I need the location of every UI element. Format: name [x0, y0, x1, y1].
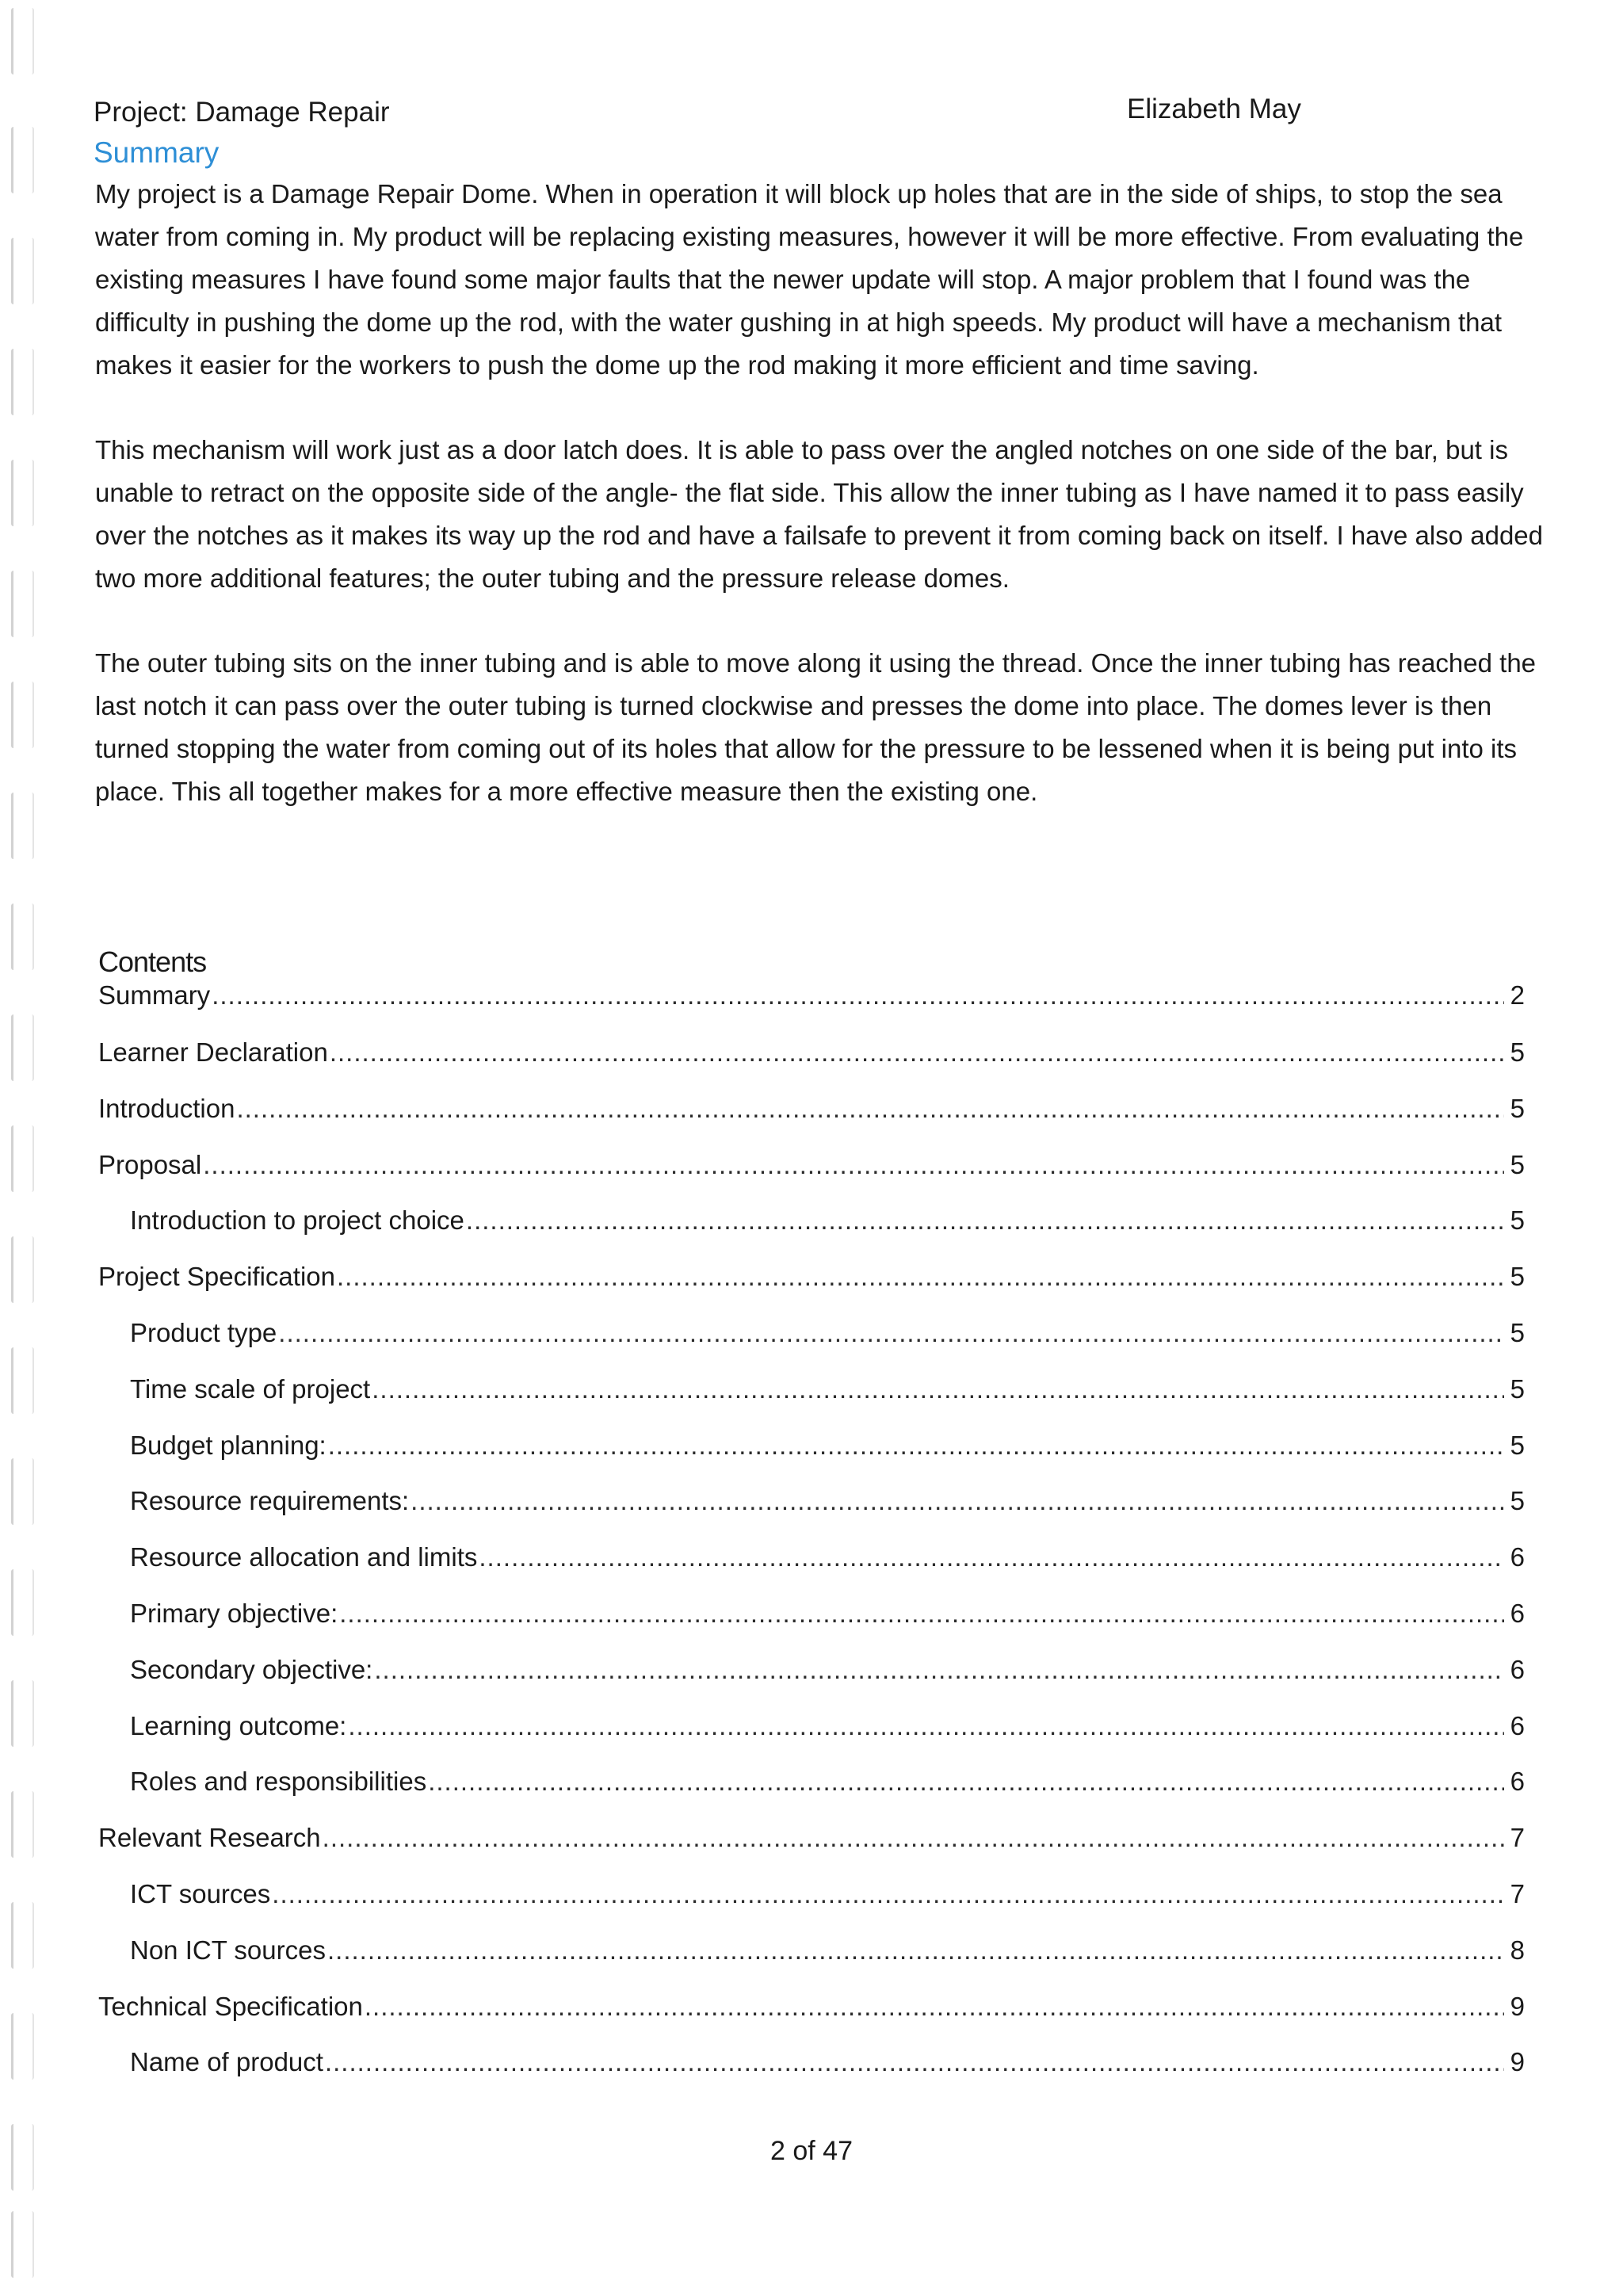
toc-leader-dots	[327, 1935, 1504, 1966]
toc-entry-page: 7	[1510, 1823, 1525, 1853]
binding-hole	[11, 460, 34, 526]
binding-hole	[11, 1236, 34, 1303]
toc-leader-dots	[479, 1542, 1504, 1572]
summary-paragraph: The outer tubing sits on the inner tubing and is able to move along it using the thread. Once the inner tubing has reached the last notch it can pass over the outer tubing is turned clockwise and presses the dome into place. The domes lever is then turned stopping the water from coming out of its holes that allow for the pressure to be lessened when it is being put into its place. This all together makes for a more effective measure then the existing one.	[95, 648, 1537, 806]
binding-hole	[11, 1125, 34, 1192]
summary-heading: Summary	[94, 136, 220, 169]
binding-hole	[11, 1902, 34, 1969]
toc-entry-label: Proposal	[98, 1149, 202, 1179]
toc-entry-page: 5	[1510, 1093, 1525, 1123]
toc-entry-page: 2	[1510, 980, 1525, 1010]
binding-hole	[11, 1680, 34, 1747]
binding-hole	[11, 238, 34, 304]
toc-entry-label: Roles and responsibilities	[130, 1767, 427, 1797]
toc-entry-label: Primary objective:	[130, 1598, 338, 1628]
toc-leader-dots	[236, 1094, 1504, 1124]
binding-hole	[11, 793, 34, 859]
binding-hole	[11, 2211, 34, 2278]
toc-entry-label: Name of product	[130, 2047, 323, 2077]
toc-entry-page: 5	[1510, 1486, 1525, 1516]
toc-entry-label: Relevant Research	[98, 1823, 321, 1853]
toc-leader-dots	[411, 1486, 1504, 1516]
toc-entry-page: 6	[1510, 1710, 1525, 1740]
toc-entry[interactable]	[98, 1486, 1525, 1542]
toc-entry-page: 5	[1510, 1373, 1525, 1404]
toc-leader-dots	[428, 1767, 1504, 1797]
toc-entry[interactable]	[98, 980, 1525, 1037]
toc-leader-dots	[374, 1655, 1504, 1685]
toc-entry-label: Learner Declaration	[98, 1037, 328, 1067]
toc-entry-label: ICT sources	[130, 1878, 271, 1908]
toc-entry-page: 5	[1510, 1317, 1525, 1347]
toc-entry-label: Budget planning:	[130, 1430, 327, 1460]
toc-entry[interactable]	[98, 1879, 1525, 1935]
toc-entry-label: Resource allocation and limits	[130, 1542, 478, 1572]
binding-hole	[11, 682, 34, 748]
binding-hole	[11, 1569, 34, 1636]
binding-hole	[11, 2013, 34, 2080]
summary-paragraph: My project is a Damage Repair Dome. When in operation it will block up holes that are in the side of ships, to stop the sea water from coming in. My product will be replacing existing measures, however it will be more effective. From evaluating the existing measures I have found some major faults that the newer update will stop. A major problem that I found was the difficulty in pushing the dome up the rod, with the water gushing in at high speeds. My product will have a mechanism that makes it easier for the workers to push the dome up the rod making it more efficient and time saving.	[95, 179, 1524, 380]
binding-hole	[11, 1347, 34, 1414]
toc-leader-dots	[328, 1431, 1504, 1461]
toc-leader-dots	[323, 1823, 1504, 1853]
toc-entry[interactable]	[98, 1150, 1525, 1206]
toc-leader-dots	[348, 1711, 1504, 1741]
toc-entry[interactable]	[98, 1205, 1525, 1262]
toc-entry[interactable]	[98, 2047, 1525, 2103]
binding-hole	[11, 8, 34, 74]
toc-entry-label: Introduction	[98, 1093, 235, 1123]
binding-hole	[11, 1014, 34, 1081]
toc-entry[interactable]	[98, 1094, 1525, 1150]
toc-entry-page: 5	[1510, 1430, 1525, 1460]
header-author: Elizabeth May	[1127, 94, 1301, 124]
binding-hole	[11, 349, 34, 415]
toc-entry-page: 6	[1510, 1767, 1525, 1797]
toc-leader-dots	[203, 1150, 1504, 1180]
binding-hole	[11, 904, 34, 970]
summary-paragraph: This mechanism will work just as a door latch does. It is able to pass over the angled notches on one side of the bar, but is unable to retract on the opposite side of the angle- the flat side. This allow the inner tubing as I have named it to pass easily over the notches as it makes its way up the rod and have a failsafe to prevent it from coming back on itself. I have also added two more additional features; the outer tubing and the pressure release domes.	[95, 435, 1544, 593]
toc-entry-page: 7	[1510, 1878, 1525, 1908]
toc-leader-dots	[372, 1374, 1504, 1404]
toc-leader-dots	[212, 980, 1504, 1010]
toc-entry-page: 5	[1510, 1037, 1525, 1067]
toc-entry-page: 8	[1510, 1935, 1525, 1965]
page-indicator: 2 of 47	[770, 2136, 853, 2166]
toc-entry-label: Secondary objective:	[130, 1654, 373, 1684]
toc-leader-dots	[337, 1262, 1504, 1292]
toc-entry[interactable]	[98, 1823, 1525, 1879]
binding-holes	[0, 0, 48, 2296]
toc-entry[interactable]	[98, 1935, 1525, 1992]
toc-entry-label: Time scale of project	[130, 1373, 371, 1404]
binding-hole	[11, 1458, 34, 1525]
toc-entry-page: 5	[1510, 1205, 1525, 1236]
toc-entry-page: 6	[1510, 1598, 1525, 1628]
toc-entry-label: Project Specification	[98, 1262, 335, 1292]
toc-entry[interactable]	[98, 1318, 1525, 1374]
toc-leader-dots	[339, 1599, 1504, 1629]
binding-hole	[11, 571, 34, 637]
contents-heading: Contents	[98, 946, 207, 978]
binding-hole	[11, 1791, 34, 1858]
toc-entry-page: 5	[1510, 1149, 1525, 1179]
toc-leader-dots	[365, 1992, 1504, 2022]
toc-entry[interactable]	[98, 1655, 1525, 1711]
summary-body	[95, 173, 1545, 855]
toc-entry-label: Introduction to project choice	[130, 1205, 464, 1236]
toc-entry-page: 9	[1510, 1991, 1525, 2021]
toc-leader-dots	[278, 1318, 1504, 1348]
toc-entry[interactable]	[98, 1262, 1525, 1318]
toc-entry-label: Resource requirements:	[130, 1486, 410, 1516]
toc-entry-page: 5	[1510, 1262, 1525, 1292]
toc-entry[interactable]	[98, 1992, 1525, 2048]
toc-entry-label: Technical Specification	[98, 1991, 363, 2021]
toc-entry-page: 9	[1510, 2047, 1525, 2077]
toc-entry-page: 6	[1510, 1654, 1525, 1684]
toc-entry[interactable]	[98, 1037, 1525, 1094]
toc-entry-label: Product type	[130, 1317, 277, 1347]
toc-entry-label: Learning outcome:	[130, 1710, 347, 1740]
toc-entry[interactable]	[98, 1711, 1525, 1767]
binding-hole	[11, 127, 34, 193]
toc-entry[interactable]	[98, 1431, 1525, 1487]
toc-leader-dots	[272, 1879, 1504, 1909]
toc-entry-page: 6	[1510, 1542, 1525, 1572]
toc-leader-dots	[466, 1205, 1504, 1236]
toc-entry[interactable]	[98, 1599, 1525, 1655]
toc-entry[interactable]	[98, 1767, 1525, 1823]
toc-leader-dots	[325, 2047, 1504, 2077]
toc-entry[interactable]	[98, 1374, 1525, 1431]
toc-entry-label: Non ICT sources	[130, 1935, 326, 1965]
table-of-contents	[98, 980, 1525, 2103]
header-project: Project: Damage Repair	[94, 97, 390, 128]
toc-entry[interactable]	[98, 1542, 1525, 1599]
toc-entry-label: Summary	[98, 980, 211, 1010]
toc-leader-dots	[330, 1037, 1504, 1068]
